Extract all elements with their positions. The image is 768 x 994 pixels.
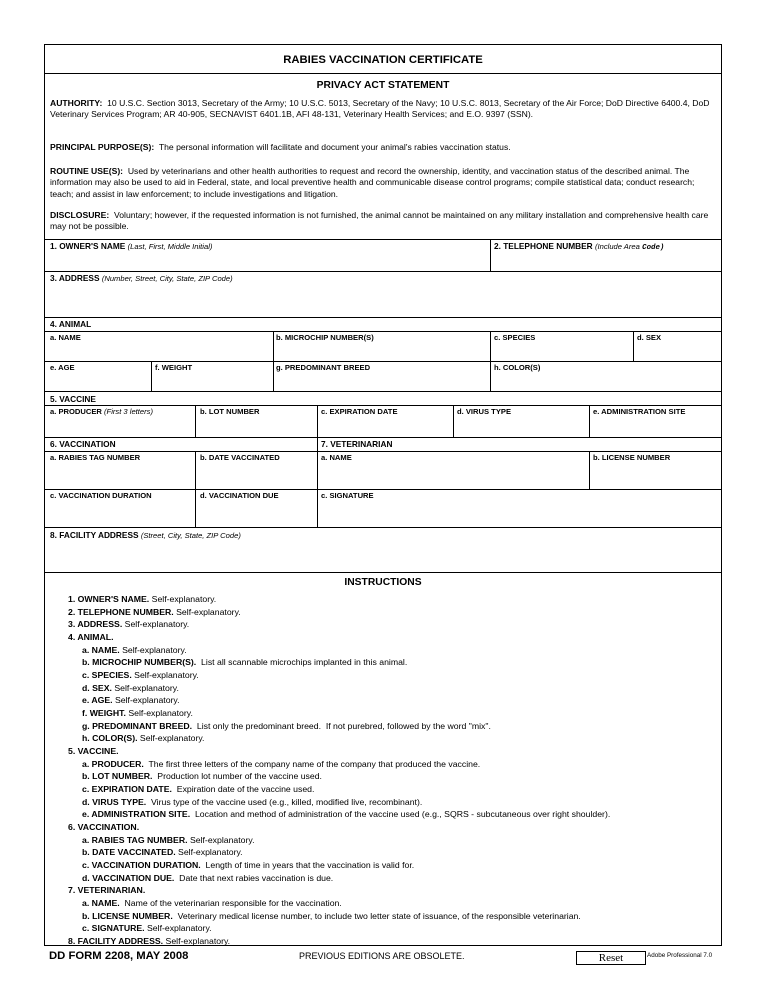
divider (151, 361, 152, 391)
instructions-heading: INSTRUCTIONS (344, 577, 422, 588)
instruction-text: Self-explanatory. (187, 834, 255, 845)
instruction-text: Self-explanatory. (112, 695, 180, 706)
instruction-label: e. ADMINISTRATION SITE. (82, 809, 191, 820)
age-label: e. AGE (50, 363, 75, 372)
reset-button[interactable]: Reset (576, 951, 646, 965)
instruction-text: Self-explanatory. (144, 923, 212, 934)
instruction-text: Virus type of the vaccine used (e.g., killed, modified live, recombinant). (146, 796, 423, 807)
instruction-label: d. VACCINATION DUE. (82, 872, 175, 883)
instruction-text: Location and method of administration of the vaccine used (e.g., SQRS - subcutaneous over right shoulder). (190, 809, 611, 820)
age-field[interactable] (50, 373, 148, 389)
instruction-text: Expiration date of the vaccine used. (171, 784, 315, 795)
producer-label (50, 407, 153, 416)
admin-site-label: e. ADMINISTRATION SITE (593, 407, 686, 416)
veterinarian-heading: 7. VETERINARIAN (321, 439, 393, 449)
divider (195, 405, 196, 437)
instruction-label: h. COLOR(S). (82, 733, 138, 744)
virus-field[interactable] (457, 417, 585, 435)
instruction-label: 7. VETERINARIAN. (68, 885, 146, 896)
species-field[interactable] (494, 343, 629, 359)
due-label: d. VACCINATION DUE (200, 491, 279, 500)
instruction-line (82, 770, 322, 783)
instruction-line (68, 745, 119, 758)
instruction-label: a. NAME. (82, 644, 120, 655)
instruction-line (82, 846, 243, 859)
vet-name-field[interactable] (321, 463, 585, 487)
tag-field[interactable] (50, 463, 190, 487)
microchip-field[interactable] (276, 343, 486, 359)
divider (589, 451, 590, 489)
instruction-text: Date that next rabies vaccination is due. (174, 872, 334, 883)
divider (45, 331, 721, 332)
owner-name-field[interactable] (50, 253, 485, 269)
address-text: 3. ADDRESS (50, 273, 100, 283)
divider (633, 331, 634, 361)
weight-field[interactable] (155, 373, 269, 389)
telephone-text: 2. TELEPHONE NUMBER (494, 241, 593, 251)
instruction-line (82, 656, 407, 669)
facility-hint: (Street, City, State, ZIP Code) (140, 531, 241, 540)
expiration-field[interactable] (321, 417, 449, 435)
instruction-text: Self-explanatory. (137, 733, 205, 744)
instruction-label: 2. TELEPHONE NUMBER. (68, 606, 174, 617)
instruction-text: List only the predominant breed. If not purebred, followed by the word "mix". (192, 720, 491, 731)
divider (45, 437, 721, 438)
routine-paragraph (50, 166, 720, 200)
instruction-text: Production lot number of the vaccine used. (152, 771, 322, 782)
license-field[interactable] (593, 463, 717, 487)
duration-field[interactable] (50, 501, 190, 525)
divider (45, 271, 721, 272)
divider (45, 572, 721, 573)
breed-field[interactable] (276, 373, 486, 389)
instruction-label: d. VIRUS TYPE. (82, 796, 147, 807)
instruction-label: 4. ANIMAL. (68, 632, 114, 642)
animal-name-label: a. NAME (50, 333, 81, 342)
software-label: Adobe Professional 7.0 (647, 952, 713, 959)
instruction-text: Length of time in years that the vaccination is valid for. (200, 860, 415, 871)
vaccination-heading: 6. VACCINATION (50, 439, 116, 449)
instruction-label: d. SEX. (82, 682, 112, 693)
instruction-text: Self-explanatory. (119, 644, 187, 655)
weight-label: f. WEIGHT (155, 363, 193, 372)
instruction-text: Self-explanatory. (111, 682, 179, 693)
producer-field[interactable] (50, 417, 190, 435)
instruction-line (82, 758, 480, 771)
divider (273, 361, 274, 391)
date-vaccinated-field[interactable] (200, 463, 313, 487)
authority-text: 10 U.S.C. Section 3013, Secretary of the Army; 10 U.S.C. 5013, Secretary of the Navy; 10 U.S.C. 8013, Secretary of the Air Force; DoD Directive 6400.4, DoD Veterinary Services Program; AR 40-905, SECNAVIST 6401.1B, AFI 48-131, Veterinary Health Services; and E.O. 9397 (SSN). (50, 98, 710, 120)
instruction-label: 5. VACCINE. (68, 746, 119, 757)
signature-label: c. SIGNATURE (321, 491, 374, 500)
instruction-line (82, 707, 193, 720)
instruction-line (68, 884, 145, 897)
instruction-line (82, 834, 255, 847)
divider (45, 489, 721, 490)
divider (45, 317, 721, 318)
instruction-label: a. NAME. (82, 898, 120, 909)
purpose-label: PRINCIPAL PURPOSE(S): (50, 142, 155, 152)
instruction-line (68, 606, 241, 619)
sex-label: d. SEX (637, 333, 662, 342)
instruction-line (82, 669, 199, 682)
purpose-text: The personal information will facilitate and document your animal's rabies vaccination status. (158, 142, 511, 152)
date-vaccinated-label: b. DATE VACCINATED (200, 453, 280, 462)
instruction-line (82, 897, 342, 910)
divider (45, 73, 721, 74)
telephone-label (494, 241, 664, 252)
address-hint: (Number, Street, City, State, ZIP Code) (101, 274, 233, 283)
producer-hint: (First 3 letters) (104, 407, 153, 416)
authority-paragraph (50, 98, 720, 121)
facility-label (50, 530, 241, 540)
privacy-heading: PRIVACY ACT STATEMENT (316, 80, 450, 91)
instruction-line (68, 935, 230, 948)
license-label: b. LICENSE NUMBER (593, 453, 671, 462)
divider (453, 405, 454, 437)
routine-label: ROUTINE USE(S): (50, 166, 124, 176)
facility-field[interactable] (50, 542, 716, 570)
vet-name-label: a. NAME (321, 453, 352, 462)
instruction-text: Veterinary medical license number, to include two letter state of issuance, of the responsible veterinarian. (172, 910, 581, 921)
instruction-label: b. LOT NUMBER. (82, 771, 153, 782)
admin-site-field[interactable] (593, 417, 717, 435)
instruction-text: List all scannable microchips implanted in this animal. (196, 657, 408, 668)
divider (45, 451, 721, 452)
divider (45, 361, 721, 362)
address-label (50, 273, 233, 283)
signature-field[interactable] (321, 501, 717, 525)
lot-label: b. LOT NUMBER (200, 407, 260, 416)
instruction-line (82, 859, 414, 872)
virus-label: d. VIRUS TYPE (457, 407, 512, 416)
instruction-label: f. WEIGHT. (82, 708, 126, 719)
instruction-line (82, 644, 187, 657)
vaccine-heading: 5. VACCINE (50, 394, 96, 404)
disclosure-text: Voluntary; however, if the requested information is not furnished, the animal cannot be maintained on any military installation and comprehensive health care may not be possible. (50, 210, 709, 232)
animal-name-field[interactable] (50, 343, 268, 359)
instruction-label: a. PRODUCER. (82, 758, 144, 769)
facility-text: 8. FACILITY ADDRESS (50, 530, 139, 540)
instruction-line (68, 631, 114, 644)
telephone-field[interactable] (494, 253, 718, 269)
purpose-paragraph (50, 142, 720, 153)
due-field[interactable] (200, 501, 313, 525)
instruction-line (82, 922, 212, 935)
divider (45, 391, 721, 392)
instruction-text: Self-explanatory. (122, 619, 190, 630)
instruction-line (82, 682, 179, 695)
owner-name-hint: (Last, First, Middle Initial) (127, 242, 213, 251)
telephone-hint-code: Code) (642, 244, 665, 252)
instruction-label: 6. VACCINATION. (68, 822, 140, 833)
instruction-line (82, 694, 180, 707)
obsolete-notice: PREVIOUS EDITIONS ARE OBSOLETE. (299, 951, 465, 961)
instruction-text: The first three letters of the company name of the company that produced the vaccine. (143, 758, 481, 769)
instruction-line (82, 720, 491, 733)
duration-label: c. VACCINATION DURATION (50, 491, 152, 500)
sex-field[interactable] (637, 343, 717, 359)
instruction-label: b. LICENSE NUMBER. (82, 910, 173, 921)
instruction-label: b. DATE VACCINATED. (82, 847, 176, 858)
instruction-line (82, 796, 422, 809)
divider (45, 239, 721, 240)
instruction-label: 1. OWNER'S NAME. (68, 594, 150, 604)
disclosure-label: DISCLOSURE: (50, 210, 110, 220)
instruction-text: Self-explanatory. (163, 936, 231, 947)
expiration-label: c. EXPIRATION DATE (321, 407, 398, 416)
owner-name-text: 1. OWNER'S NAME (50, 241, 126, 251)
instruction-text: Self-explanatory. (125, 708, 193, 719)
species-label: c. SPECIES (494, 333, 536, 342)
instruction-label: c. SIGNATURE. (82, 923, 145, 934)
producer-text: a. PRODUCER (50, 407, 102, 416)
routine-text: Used by veterinarians and other health authorities to request and record the ownership, identity, and vaccination status of the described animal. The information may also be used to aid in Federal, state, and local preventive health and communicable disease control programs; compile statistical data; conduct research; teach; and assist in law enforcement; to include investigations and litigation. (50, 166, 695, 199)
instruction-text: Name of the veterinarian responsible for the vaccination. (119, 898, 342, 909)
instruction-text: Self-explanatory. (131, 670, 199, 681)
divider (490, 239, 491, 271)
authority-label: AUTHORITY: (50, 98, 103, 108)
disclosure-paragraph (50, 210, 720, 233)
lot-field[interactable] (200, 417, 313, 435)
instruction-line (82, 872, 333, 885)
instruction-label: c. SPECIES. (82, 670, 132, 681)
form-id: DD FORM 2208, MAY 2008 (49, 950, 189, 962)
tag-label: a. RABIES TAG NUMBER (50, 453, 141, 462)
instruction-line (82, 783, 314, 796)
divider (589, 405, 590, 437)
instruction-line (68, 593, 216, 606)
microchip-label: b. MICROCHIP NUMBER(S) (276, 333, 374, 342)
divider (45, 405, 721, 406)
instruction-label: a. RABIES TAG NUMBER. (82, 834, 188, 845)
animal-heading: 4. ANIMAL (50, 319, 92, 329)
instruction-line (68, 821, 139, 834)
instruction-label: c. EXPIRATION DATE. (82, 784, 172, 795)
telephone-hint: (Include Area (594, 242, 640, 251)
breed-label: g. PREDOMINANT BREED (276, 363, 371, 372)
instruction-label: 8. FACILITY ADDRESS. (68, 936, 164, 947)
instruction-line (68, 618, 189, 631)
divider (45, 527, 721, 528)
form-title: RABIES VACCINATION CERTIFICATE (283, 54, 483, 66)
owner-name-label (50, 241, 212, 251)
colors-field[interactable] (494, 373, 716, 389)
instruction-text: Self-explanatory. (175, 847, 243, 858)
colors-label: h. COLOR(S) (494, 363, 541, 372)
instruction-label: g. PREDOMINANT BREED. (82, 720, 193, 731)
instruction-label: 3. ADDRESS. (68, 619, 123, 630)
divider (317, 405, 318, 437)
instruction-text: Self-explanatory. (173, 606, 241, 617)
divider (273, 331, 274, 361)
instruction-line (82, 808, 610, 821)
instruction-line (82, 732, 204, 745)
instruction-label: b. MICROCHIP NUMBER(S). (82, 657, 197, 668)
form-frame (44, 44, 722, 946)
instruction-line (82, 910, 581, 923)
instruction-label: e. AGE. (82, 695, 113, 706)
address-field[interactable] (50, 285, 716, 315)
instruction-text: Self-explanatory. (149, 594, 217, 604)
instruction-label: c. VACCINATION DURATION. (82, 860, 201, 871)
